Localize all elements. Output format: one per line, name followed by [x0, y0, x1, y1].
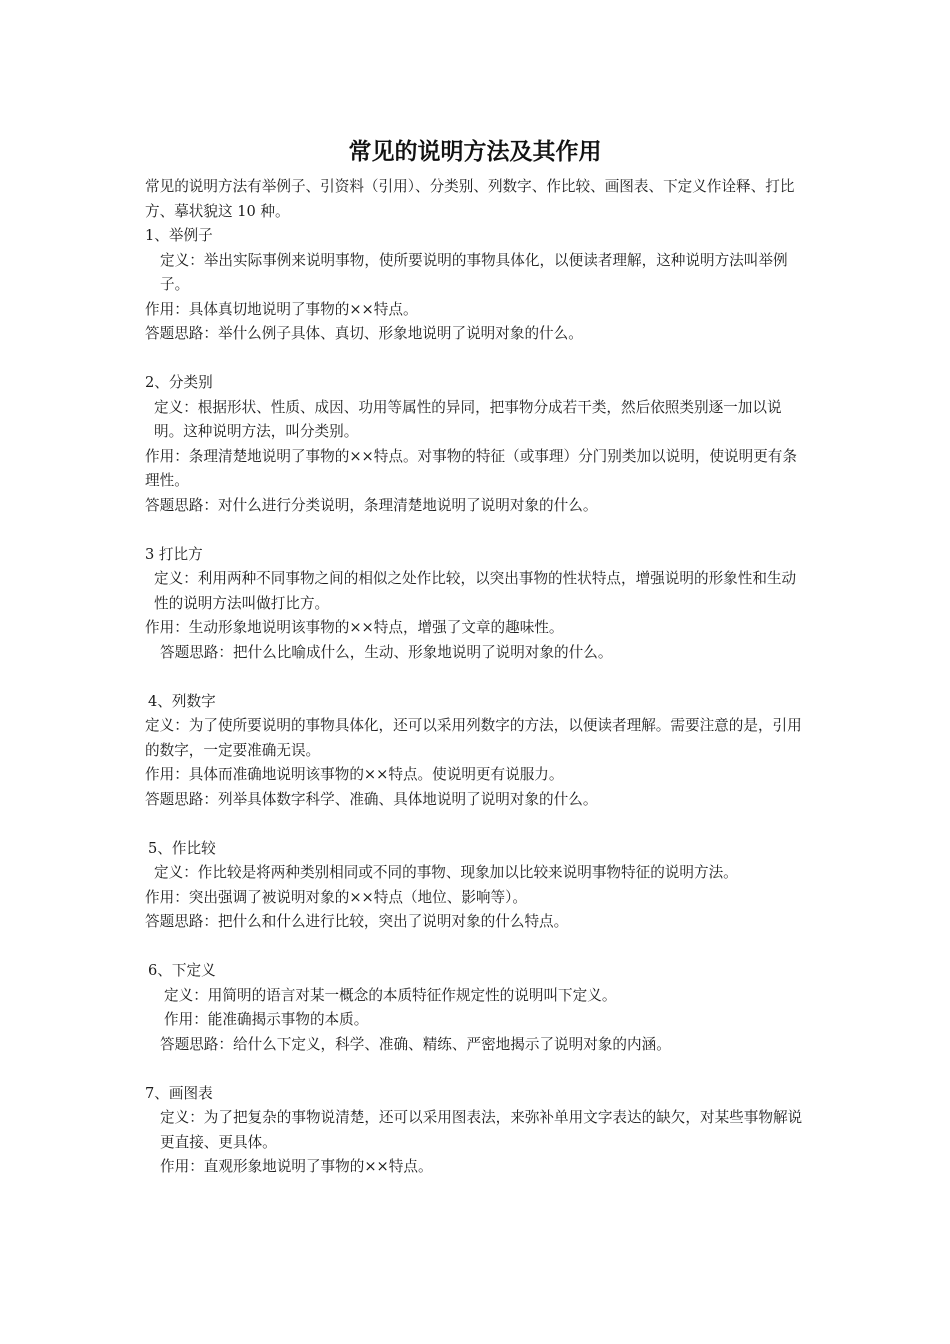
section-heading: 3 打比方	[145, 545, 203, 563]
definition-text: 定义：作比较是将两种类别相同或不同的事物、现象加以比较来说明事物特征的说明方法。	[154, 864, 738, 881]
document-body	[145, 175, 810, 1180]
effect-text: 作用：具体而准确地说明该事物的××特点。使说明更有说服力。	[145, 766, 564, 783]
effect-text: 作用：具体真切地说明了事物的××特点。	[145, 300, 418, 318]
effect-text: 作用：能准确揭示事物的本质。	[164, 1011, 369, 1028]
answer-approach-text: 答题思路：给什么下定义，科学、准确、精练、严密地揭示了说明对象的内涵。	[160, 1035, 671, 1053]
definition-text: 定义：举出实际事例来说明事物，使所要说明的事物具体化，以便读者理解，这种说明方法叫举例子。	[160, 251, 788, 293]
definition-text: 定义：为了把复杂的事物说清楚，还可以采用图表法，来弥补单用文字表达的缺欠，对某些事物解说更直接、更具体。	[160, 1109, 803, 1151]
answer-approach-text: 答题思路：把什么和什么进行比较，突出了说明对象的什么特点。	[145, 913, 569, 930]
intro-paragraph: 常见的说明方法有举例子、引资料（引用）、分类别、列数字、作比较、画图表、下定义作诠释、打比方、摹状貌这 10 种。	[145, 178, 795, 220]
section-heading: 7、画图表	[145, 1084, 213, 1102]
definition-text: 定义：利用两种不同事物之间的相似之处作比较，以突出事物的性状特点，增强说明的形象性和生动性的说明方法叫做打比方。	[154, 570, 797, 612]
effect-text: 作用：条理清楚地说明了事物的××特点。对事物的特征（或事理）分门别类加以说明，使说明更有条理性。	[145, 447, 797, 489]
effect-text: 作用：直观形象地说明了事物的××特点。	[160, 1158, 433, 1175]
section-heading: 4、列数字	[148, 692, 216, 710]
spacer	[145, 812, 810, 837]
section-heading: 5、作比较	[148, 839, 216, 857]
section-heading: 2、分类别	[145, 374, 213, 391]
answer-approach-text: 答题思路：列举具体数字科学、准确、具体地说明了说明对象的什么。	[145, 790, 598, 808]
page-title: 常见的说明方法及其作用	[348, 138, 602, 165]
definition-text: 定义：根据形状、性质、成因、功用等属性的异同，把事物分成若干类，然后依照类别逐一加以说明。这种说明方法，叫分类别。	[154, 398, 782, 440]
spacer	[145, 935, 810, 960]
spacer	[145, 1057, 810, 1082]
section-heading: 6、下定义	[148, 962, 216, 979]
section-heading: 1、举例子	[145, 227, 213, 244]
effect-text: 作用：生动形象地说明该事物的××特点，增强了文章的趣味性。	[145, 619, 564, 636]
spacer	[145, 665, 810, 690]
answer-approach-text: 答题思路：把什么比喻成什么，生动、形象地说明了说明对象的什么。	[160, 643, 613, 661]
answer-approach-text: 答题思路：举什么例子具体、真切、形象地说明了说明对象的什么。	[145, 325, 583, 342]
spacer	[145, 518, 810, 543]
effect-text: 作用：突出强调了被说明对象的××特点（地位、影响等）。	[145, 888, 528, 906]
definition-text: 定义：为了使所要说明的事物具体化，还可以采用列数字的方法，以便读者理解。需要注意的是，引用的数字，一定要准确无误。	[145, 717, 802, 759]
spacer	[145, 347, 810, 372]
definition-text: 定义：用简明的语言对某一概念的本质特征作规定性的说明叫下定义。	[164, 986, 617, 1004]
answer-approach-text: 答题思路：对什么进行分类说明，条理清楚地说明了说明对象的什么。	[145, 496, 598, 514]
